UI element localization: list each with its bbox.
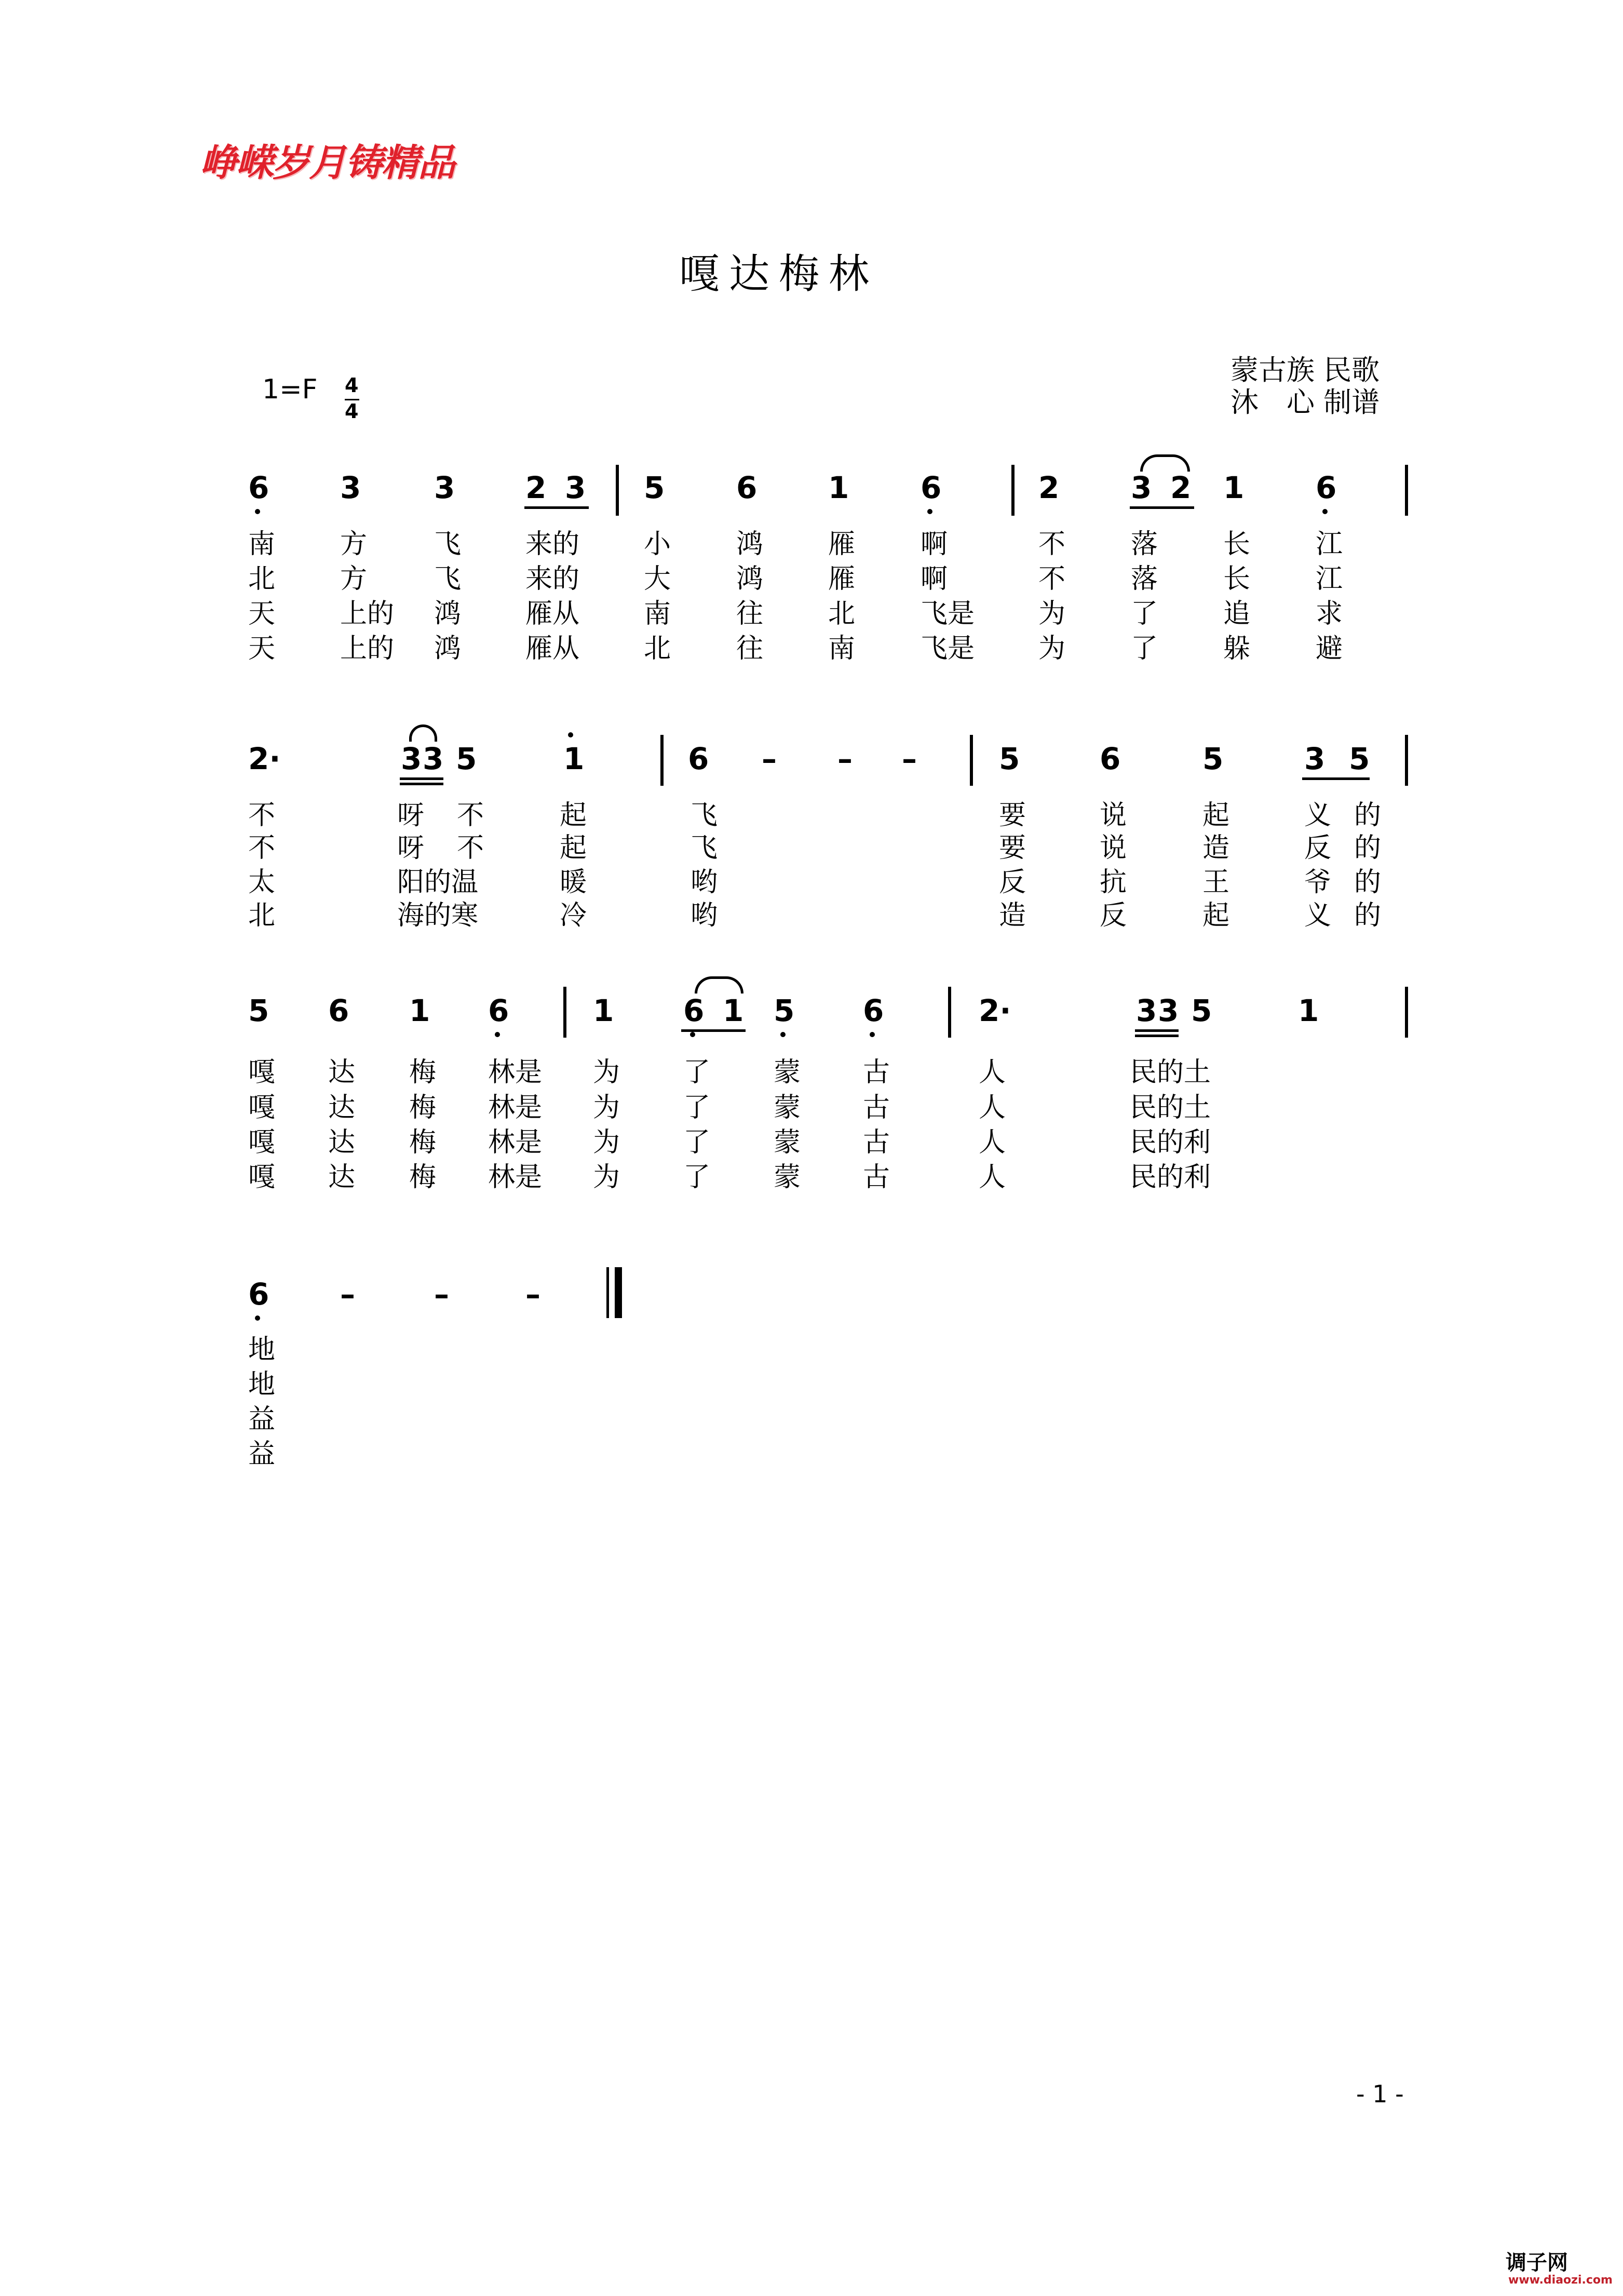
lyric: 雁 [828, 563, 856, 595]
lyric: 南 [248, 529, 276, 560]
lyric: 地 [248, 1334, 276, 1365]
tie-dash: – [902, 741, 917, 776]
lyric: 雁从 [525, 633, 580, 664]
low-octave-dot [255, 509, 260, 514]
tie-dash: – [762, 741, 777, 776]
lyric: 为 [1038, 598, 1066, 629]
lyric: 的 [1354, 900, 1382, 931]
note: 6 [1316, 470, 1337, 505]
lyric: 啊 [921, 529, 948, 560]
lyric: 梅 [409, 1057, 437, 1088]
note: 6 [248, 470, 269, 505]
lyric: 江 [1316, 529, 1343, 560]
barline [660, 735, 664, 786]
lyric: 蒙 [774, 1162, 801, 1193]
note: 1 [593, 993, 614, 1028]
lyric: 呀 [397, 800, 425, 831]
lyric: 王 [1202, 867, 1230, 898]
lyric: 抗 [1100, 867, 1127, 898]
note: 2 [525, 470, 547, 505]
lyric: 要 [999, 833, 1026, 864]
tie-dash: – [837, 741, 853, 776]
final-barline-thin [606, 1267, 609, 1318]
lyric: 为 [593, 1057, 620, 1088]
sixteenth-underline [400, 783, 443, 785]
lyric: 梅 [409, 1127, 437, 1158]
lyric: 达 [328, 1057, 356, 1088]
low-octave-dot [1322, 509, 1328, 514]
lyric: 为 [1038, 633, 1066, 664]
lyric: 北 [828, 598, 856, 629]
lyric: 南 [828, 633, 856, 664]
lyric: 落 [1131, 529, 1158, 560]
lyric: 益 [248, 1439, 276, 1470]
lyric: 哟 [691, 900, 718, 931]
lyric: 鸿 [434, 633, 462, 664]
lyric: 了 [683, 1092, 711, 1123]
low-octave-dot [780, 1032, 786, 1037]
lyric: 大 [644, 563, 671, 595]
note: 6 [683, 993, 705, 1028]
lyric: 嘎 [248, 1127, 276, 1158]
lyric: 的 [1354, 800, 1382, 831]
note: 1 [1223, 470, 1245, 505]
lyric: 来的 [525, 529, 580, 560]
lyric: 南 [644, 598, 671, 629]
lyric: 江 [1316, 563, 1343, 595]
high-octave-dot [568, 732, 573, 737]
lyric: 呀 [397, 833, 425, 864]
lyric: 不 [1038, 563, 1066, 595]
lyric: 蒙 [774, 1057, 801, 1088]
lyric: 阳的温 [397, 867, 479, 898]
note: 6 [921, 470, 942, 505]
lyric: 林是 [488, 1092, 543, 1123]
eighth-underline [524, 506, 589, 509]
lyric: 民的土 [1130, 1092, 1211, 1123]
lyric: 冷 [560, 900, 587, 931]
lyric: 长 [1223, 529, 1251, 560]
lyric: 太 [248, 867, 276, 898]
barline [563, 987, 566, 1038]
lyric: 蒙 [774, 1092, 801, 1123]
note: 5 [999, 741, 1020, 776]
note: 5 [248, 993, 269, 1028]
lyric: 了 [683, 1127, 711, 1158]
time-signature-top: 4 [345, 374, 359, 397]
note: 5 [1349, 741, 1370, 776]
sixteenth-underline [1135, 1029, 1179, 1032]
note: 6 [488, 993, 509, 1028]
barline [948, 987, 951, 1038]
note: 3 [434, 470, 455, 505]
note: 1 [1298, 993, 1319, 1028]
lyric: 海的寒 [397, 900, 479, 931]
lyric: 雁从 [525, 598, 580, 629]
barline [1405, 735, 1408, 786]
note: 5 [774, 993, 795, 1028]
note: 6 [863, 993, 884, 1028]
lyric: 梅 [409, 1092, 437, 1123]
note: 2· [248, 741, 281, 776]
lyric: 不 [248, 833, 276, 864]
lyric: 反 [999, 867, 1026, 898]
lyric: 为 [593, 1127, 620, 1158]
lyric: 义 [1304, 900, 1332, 931]
lyric: 小 [644, 529, 671, 560]
lyric: 说 [1100, 800, 1127, 831]
note: 6 [248, 1277, 269, 1312]
lyric: 嘎 [248, 1092, 276, 1123]
lyric: 地 [248, 1369, 276, 1400]
lyric: 古 [863, 1092, 890, 1123]
lyric: 落 [1131, 563, 1158, 595]
lyric: 来的 [525, 563, 580, 595]
lyric: 不 [1038, 529, 1066, 560]
barline [1011, 465, 1015, 516]
lyric: 飞 [434, 529, 462, 560]
page-number: - 1 - [1356, 2080, 1404, 2108]
lyric: 起 [560, 833, 587, 864]
lyric: 不 [457, 800, 484, 831]
low-octave-dot [870, 1032, 875, 1037]
final-barline-thick [615, 1267, 622, 1318]
credit-arranger: 沐 心 制谱 [1230, 386, 1380, 419]
lyric: 往 [736, 633, 764, 664]
lyric: 林是 [488, 1127, 543, 1158]
lyric: 为 [593, 1092, 620, 1123]
lyric: 起 [1202, 800, 1230, 831]
lyric: 达 [328, 1127, 356, 1158]
lyric: 不 [248, 800, 276, 831]
lyric: 民的利 [1130, 1127, 1211, 1158]
lyric: 林是 [488, 1057, 543, 1088]
lyric: 嘎 [248, 1162, 276, 1193]
lyric: 往 [736, 598, 764, 629]
lyric: 方 [340, 529, 368, 560]
lyric: 天 [248, 598, 276, 629]
lyric: 飞 [691, 800, 718, 831]
lyric: 上的 [340, 633, 395, 664]
site-url[interactable]: www.diaozi.com [1508, 2274, 1613, 2287]
note: 3 [401, 741, 422, 776]
note: 6 [688, 741, 709, 776]
eighth-underline [681, 1029, 746, 1032]
lyric: 梅 [409, 1162, 437, 1193]
lyric: 飞 [691, 833, 718, 864]
lyric: 古 [863, 1057, 890, 1088]
note: 3 [1136, 993, 1157, 1028]
note: 5 [644, 470, 665, 505]
lyric: 益 [248, 1404, 276, 1435]
lyric: 避 [1316, 633, 1343, 664]
low-octave-dot [690, 1032, 695, 1037]
key-signature: 1=F [262, 374, 318, 405]
lyric: 鸿 [434, 598, 462, 629]
lyric: 为 [593, 1162, 620, 1193]
credit-origin: 蒙古族 民歌 [1230, 354, 1380, 386]
lyric: 的 [1354, 867, 1382, 898]
tie-dash: – [525, 1277, 540, 1312]
slur [1140, 454, 1190, 472]
note: 3 [423, 741, 444, 776]
lyric: 了 [1131, 598, 1158, 629]
lyric: 北 [644, 633, 671, 664]
lyric: 说 [1100, 833, 1127, 864]
lyric: 起 [1202, 900, 1230, 931]
lyric: 民的利 [1130, 1162, 1211, 1193]
low-octave-dot [927, 509, 932, 514]
lyric: 啊 [921, 563, 948, 595]
note: 5 [1191, 993, 1212, 1028]
barline [970, 735, 973, 786]
note: 6 [1100, 741, 1121, 776]
note: 5 [1202, 741, 1224, 776]
lyric: 反 [1304, 833, 1332, 864]
barline [1405, 465, 1408, 516]
sixteenth-underline [400, 777, 443, 780]
sixteenth-underline [1135, 1035, 1179, 1037]
note: 1 [563, 741, 585, 776]
song-title: 嘎达梅林 [679, 251, 879, 298]
lyric: 飞 [434, 563, 462, 595]
tie-dash: – [340, 1277, 355, 1312]
note: 3 [1304, 741, 1326, 776]
lyric: 追 [1223, 598, 1251, 629]
lyric: 了 [683, 1057, 711, 1088]
lyric: 义 [1304, 800, 1332, 831]
lyric: 鸿 [736, 563, 764, 595]
tie-dash: – [434, 1277, 449, 1312]
eighth-underline [1130, 506, 1194, 509]
lyric: 爷 [1304, 867, 1332, 898]
lyric: 了 [1131, 633, 1158, 664]
lyric: 天 [248, 633, 276, 664]
lyric: 方 [340, 563, 368, 595]
lyric: 长 [1223, 563, 1251, 595]
lyric: 暖 [560, 867, 587, 898]
note: 6 [328, 993, 349, 1028]
lyric: 民的土 [1130, 1057, 1211, 1088]
lyric: 鸿 [736, 529, 764, 560]
eighth-underline [1302, 777, 1370, 780]
lyric: 飞是 [921, 598, 975, 629]
barline [1405, 987, 1408, 1038]
time-signature-bottom: 4 [345, 400, 359, 423]
lyric: 人 [979, 1162, 1006, 1193]
lyric: 上的 [340, 598, 395, 629]
slur [695, 976, 743, 993]
note: 1 [828, 470, 849, 505]
lyric: 达 [328, 1162, 356, 1193]
lyric: 不 [457, 833, 484, 864]
lyric: 古 [863, 1127, 890, 1158]
note: 5 [456, 741, 477, 776]
lyric: 古 [863, 1162, 890, 1193]
note: 2 [1038, 470, 1060, 505]
watermark: 峥嵘岁月铸精品 [200, 141, 455, 184]
site-logo[interactable]: 调子网 [1506, 2251, 1568, 2275]
lyric: 嘎 [248, 1057, 276, 1088]
lyric: 求 [1316, 598, 1343, 629]
note: 3 [340, 470, 361, 505]
note: 2· [979, 993, 1011, 1028]
lyric: 的 [1354, 833, 1382, 864]
lyric: 了 [683, 1162, 711, 1193]
note: 3 [565, 470, 586, 505]
note: 1 [723, 993, 744, 1028]
lyric: 人 [979, 1127, 1006, 1158]
lyric: 蒙 [774, 1127, 801, 1158]
lyric: 达 [328, 1092, 356, 1123]
lyric: 造 [1202, 833, 1230, 864]
lyric: 躲 [1223, 633, 1251, 664]
lyric: 哟 [691, 867, 718, 898]
lyric: 北 [248, 900, 276, 931]
slur [409, 724, 437, 742]
lyric: 林是 [488, 1162, 543, 1193]
barline [616, 465, 619, 516]
lyric: 要 [999, 800, 1026, 831]
low-octave-dot [495, 1032, 500, 1037]
lyric: 雁 [828, 529, 856, 560]
note: 3 [1131, 470, 1152, 505]
lyric: 反 [1100, 900, 1127, 931]
lyric: 飞是 [921, 633, 975, 664]
lyric: 人 [979, 1092, 1006, 1123]
low-octave-dot [255, 1315, 260, 1321]
note: 2 [1170, 470, 1192, 505]
lyric: 起 [560, 800, 587, 831]
lyric: 人 [979, 1057, 1006, 1088]
note: 3 [1158, 993, 1179, 1028]
note: 1 [409, 993, 430, 1028]
lyric: 造 [999, 900, 1026, 931]
lyric: 北 [248, 563, 276, 595]
note: 6 [736, 470, 758, 505]
